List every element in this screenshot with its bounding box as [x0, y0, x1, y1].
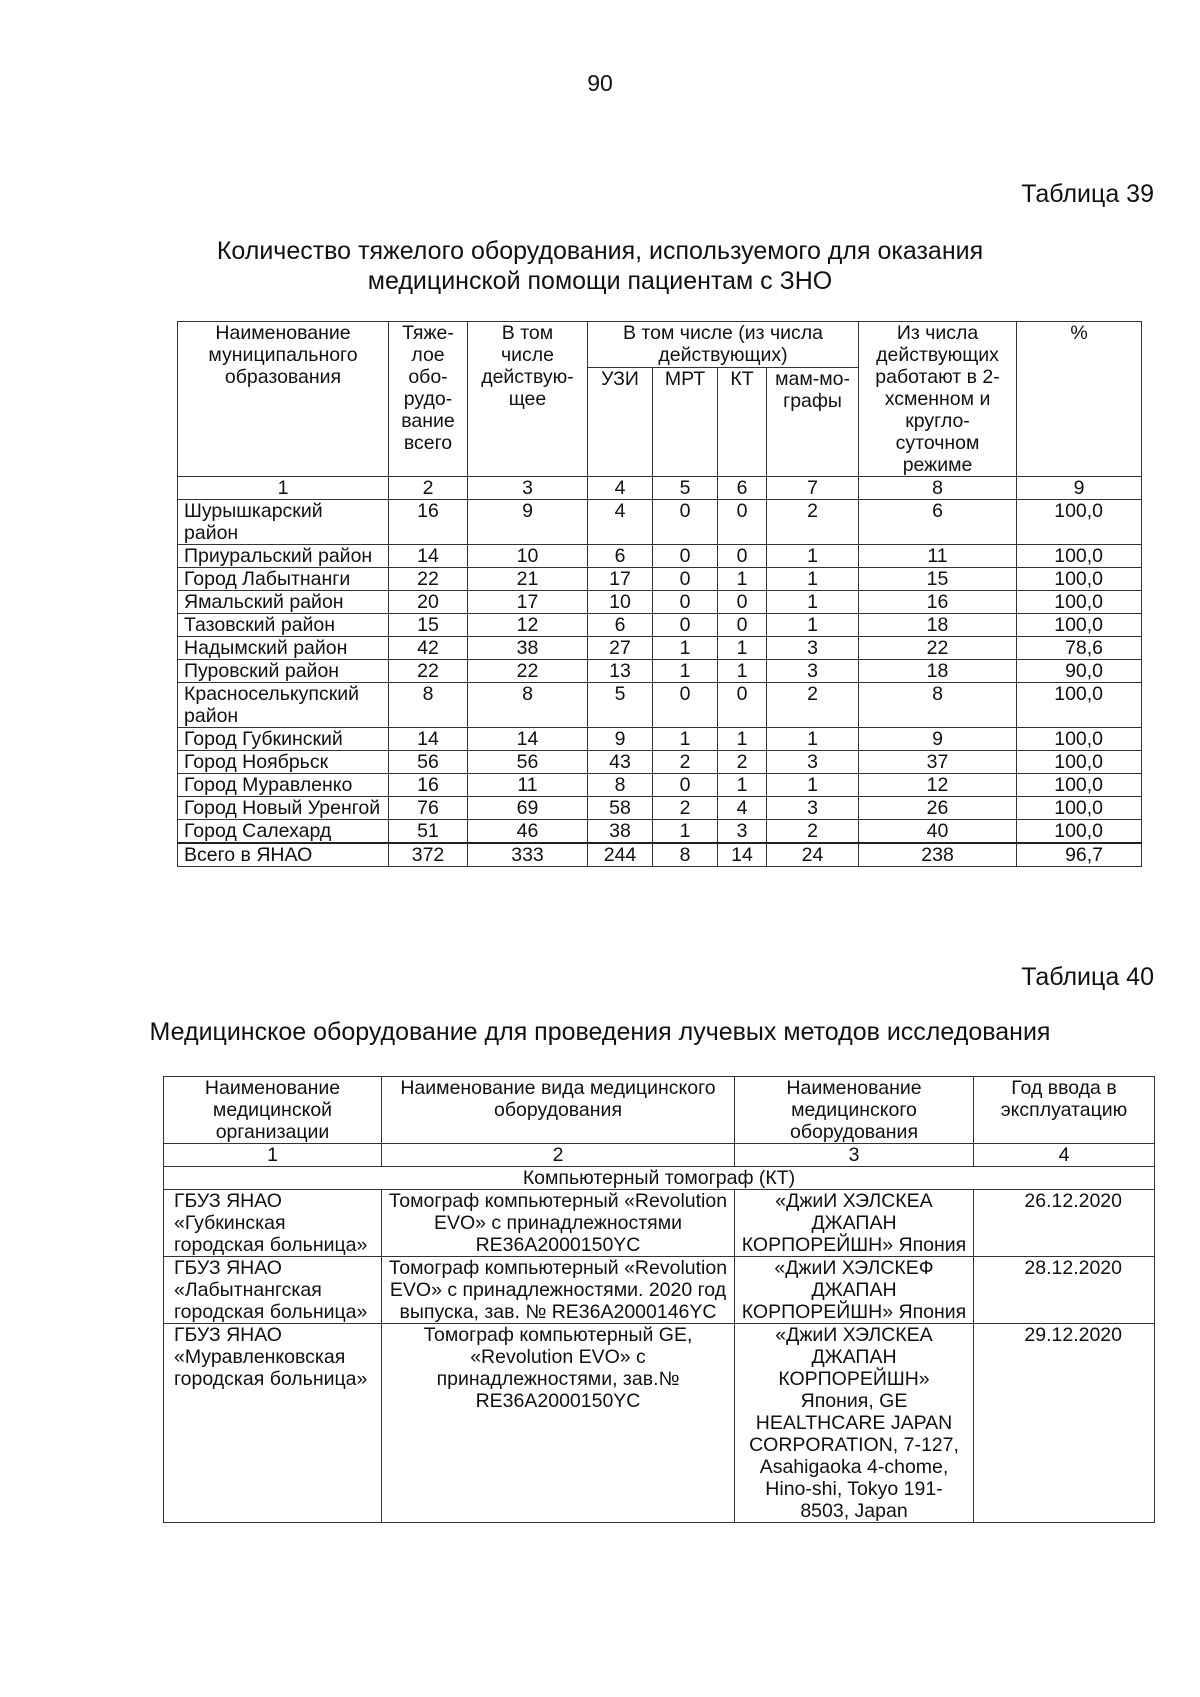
table-39	[177, 321, 1142, 867]
table-row	[164, 1324, 1155, 1523]
municipality-name-cell: Тазовский район	[178, 614, 389, 637]
municipality-name-cell: Город Лабытнанги	[178, 568, 389, 591]
column-number-cell: 6	[718, 477, 767, 500]
value-cell: 38	[588, 820, 653, 844]
table-row	[178, 568, 1142, 591]
equipment-name-cell: «ДжиИ ХЭЛСКЕА ДЖАПАН КОРПОРЕЙШН» Япония	[735, 1190, 974, 1257]
value-cell: 9	[859, 728, 1017, 751]
value-cell: 100,0	[1017, 568, 1142, 591]
value-cell: 96,7	[1017, 843, 1142, 867]
value-cell: 26	[859, 797, 1017, 820]
value-cell: 43	[588, 751, 653, 774]
value-cell: 100,0	[1017, 820, 1142, 844]
value-cell: 1	[653, 637, 718, 660]
value-cell: 244	[588, 843, 653, 867]
value-cell: 372	[389, 843, 468, 867]
value-cell: 40	[859, 820, 1017, 844]
value-cell: 3	[718, 820, 767, 844]
value-cell: 4	[588, 500, 653, 545]
value-cell: 6	[588, 614, 653, 637]
column-number-cell: 7	[767, 477, 859, 500]
column-number-cell: 3	[468, 477, 588, 500]
value-cell: 18	[859, 614, 1017, 637]
organization-cell: ГБУЗ ЯНАО «Губкинская городская больница»	[164, 1190, 382, 1257]
municipality-name-cell: Шурышкарский район	[178, 500, 389, 545]
section-title: Компьютерный томограф (КТ)	[164, 1167, 1155, 1190]
equipment-type-cell: Томограф компьютерный GE, «Revolution EVO» с принадлежностями, зав.№ RE36A2000150YC	[382, 1324, 735, 1523]
value-cell: 100,0	[1017, 751, 1142, 774]
header-operating: В том числе действую-щее	[468, 322, 588, 477]
table-39-caption: Таблица 39	[1021, 180, 1154, 208]
header-equipment-type: Наименование вида медицинского оборудования	[382, 1077, 735, 1144]
municipality-name-cell: Всего в ЯНАО	[178, 843, 389, 867]
value-cell: 3	[767, 797, 859, 820]
value-cell: 8	[468, 683, 588, 728]
value-cell: 0	[653, 545, 718, 568]
column-number-cell: 8	[859, 477, 1017, 500]
value-cell: 10	[468, 545, 588, 568]
municipality-name-cell: Пуровский район	[178, 660, 389, 683]
value-cell: 14	[389, 545, 468, 568]
value-cell: 8	[859, 683, 1017, 728]
table-40-caption: Таблица 40	[1021, 963, 1154, 991]
table-row	[178, 774, 1142, 797]
value-cell: 100,0	[1017, 797, 1142, 820]
header-kt: КТ	[718, 368, 767, 477]
header-equipment-name: Наименование медицинского оборудования	[735, 1077, 974, 1144]
table-39-title-line-1: Количество тяжелого оборудования, используемого для оказания	[216, 237, 984, 265]
value-cell: 13	[588, 660, 653, 683]
value-cell: 3	[767, 637, 859, 660]
municipality-name-cell: Ямальский район	[178, 591, 389, 614]
header-equipment-total: Тяже-лое обо-рудо-вание всего	[389, 322, 468, 477]
column-number-cell: 9	[1017, 477, 1142, 500]
municipality-name-cell: Город Губкинский	[178, 728, 389, 751]
value-cell: 14	[468, 728, 588, 751]
value-cell: 0	[718, 545, 767, 568]
value-cell: 9	[468, 500, 588, 545]
value-cell: 2	[653, 797, 718, 820]
municipality-name-cell: Город Муравленко	[178, 774, 389, 797]
total-row	[178, 843, 1142, 867]
column-number-cell: 4	[974, 1144, 1155, 1167]
value-cell: 4	[718, 797, 767, 820]
column-number-cell: 3	[735, 1144, 974, 1167]
column-number-cell: 1	[178, 477, 389, 500]
page-number: 90	[587, 70, 613, 96]
value-cell: 69	[468, 797, 588, 820]
header-mrt: МРТ	[653, 368, 718, 477]
equipment-type-cell: Томограф компьютерный «Revolution EVO» с принадлежностями RE36A2000150YC	[382, 1190, 735, 1257]
section-row	[164, 1167, 1155, 1190]
value-cell: 37	[859, 751, 1017, 774]
value-cell: 2	[718, 751, 767, 774]
value-cell: 238	[859, 843, 1017, 867]
value-cell: 100,0	[1017, 774, 1142, 797]
value-cell: 1	[653, 660, 718, 683]
value-cell: 1	[718, 660, 767, 683]
value-cell: 100,0	[1017, 500, 1142, 545]
table-40	[163, 1076, 1155, 1523]
value-cell: 76	[389, 797, 468, 820]
column-number-cell: 5	[653, 477, 718, 500]
value-cell: 15	[389, 614, 468, 637]
value-cell: 2	[767, 500, 859, 545]
value-cell: 12	[859, 774, 1017, 797]
value-cell: 22	[468, 660, 588, 683]
value-cell: 15	[859, 568, 1017, 591]
value-cell: 8	[653, 843, 718, 867]
value-cell: 100,0	[1017, 728, 1142, 751]
value-cell: 100,0	[1017, 591, 1142, 614]
municipality-name-cell: Красноселькупский район	[178, 683, 389, 728]
value-cell: 21	[468, 568, 588, 591]
value-cell: 0	[653, 591, 718, 614]
value-cell: 6	[859, 500, 1017, 545]
table-row	[178, 660, 1142, 683]
value-cell: 1	[767, 614, 859, 637]
header-commissioning-year: Год ввода в эксплуатацию	[974, 1077, 1155, 1144]
value-cell: 0	[718, 683, 767, 728]
value-cell: 3	[767, 751, 859, 774]
table-39-title-line-2: медицинской помощи пациентам с ЗНО	[367, 267, 833, 295]
value-cell: 17	[468, 591, 588, 614]
value-cell: 0	[718, 500, 767, 545]
header-mammographs: мам-мо-графы	[767, 368, 859, 477]
header-uzi: УЗИ	[588, 368, 653, 477]
value-cell: 1	[767, 774, 859, 797]
value-cell: 1	[718, 568, 767, 591]
table-40-title: Медицинское оборудование для проведения лучевых методов исследования	[149, 1018, 1051, 1046]
value-cell: 0	[718, 614, 767, 637]
value-cell: 0	[718, 591, 767, 614]
commissioning-date-cell: 26.12.2020	[974, 1190, 1155, 1257]
value-cell: 2	[767, 820, 859, 844]
municipality-name-cell: Город Новый Уренгой	[178, 797, 389, 820]
value-cell: 90,0	[1017, 660, 1142, 683]
value-cell: 100,0	[1017, 545, 1142, 568]
table-row	[164, 1190, 1155, 1257]
table-row	[178, 728, 1142, 751]
table-row	[178, 637, 1142, 660]
value-cell: 78,6	[1017, 637, 1142, 660]
header-shift-mode: Из числа действующих работают в 2-хсменном и кругло-суточном режиме	[859, 322, 1017, 477]
value-cell: 22	[389, 568, 468, 591]
value-cell: 42	[389, 637, 468, 660]
value-cell: 14	[718, 843, 767, 867]
value-cell: 11	[859, 545, 1017, 568]
municipality-name-cell: Надымский район	[178, 637, 389, 660]
header-organization: Наименование медицинской организации	[164, 1077, 382, 1144]
column-number-cell: 4	[588, 477, 653, 500]
value-cell: 1	[718, 637, 767, 660]
value-cell: 16	[389, 774, 468, 797]
value-cell: 0	[653, 614, 718, 637]
value-cell: 22	[859, 637, 1017, 660]
value-cell: 16	[859, 591, 1017, 614]
value-cell: 0	[653, 774, 718, 797]
table-row	[164, 1257, 1155, 1324]
equipment-name-cell: «ДжиИ ХЭЛСКЕА ДЖАПАН КОРПОРЕЙШН» Япония, GE HEALTHCARE JAPAN CORPORATION, 7-127, Asahigaoka 4-chome, Hino-shi, Tokyo 191-8503, Japan	[735, 1324, 974, 1523]
column-number-cell: 2	[382, 1144, 735, 1167]
value-cell: 0	[653, 683, 718, 728]
commissioning-date-cell: 28.12.2020	[974, 1257, 1155, 1324]
value-cell: 6	[588, 545, 653, 568]
value-cell: 5	[588, 683, 653, 728]
value-cell: 46	[468, 820, 588, 844]
header-group-including: В том числе (из числа действующих)	[588, 322, 859, 368]
value-cell: 24	[767, 843, 859, 867]
value-cell: 1	[767, 545, 859, 568]
table-row	[178, 545, 1142, 568]
value-cell: 1	[718, 774, 767, 797]
municipality-name-cell: Приуральский район	[178, 545, 389, 568]
value-cell: 18	[859, 660, 1017, 683]
equipment-type-cell: Томограф компьютерный «Revolution EVO» с принадлежностями. 2020 год выпуска, зав. № RE36A2000146YC	[382, 1257, 735, 1324]
table-row	[178, 683, 1142, 728]
header-percent: %	[1017, 322, 1142, 477]
table-row	[178, 500, 1142, 545]
value-cell: 1	[767, 591, 859, 614]
header-municipality: Наименование муниципального образования	[178, 322, 389, 477]
table-row	[178, 751, 1142, 774]
value-cell: 3	[767, 660, 859, 683]
value-cell: 8	[389, 683, 468, 728]
value-cell: 11	[468, 774, 588, 797]
organization-cell: ГБУЗ ЯНАО «Муравленковская городская больница»	[164, 1324, 382, 1523]
municipality-name-cell: Город Ноябрьск	[178, 751, 389, 774]
value-cell: 9	[588, 728, 653, 751]
value-cell: 51	[389, 820, 468, 844]
municipality-name-cell: Город Салехард	[178, 820, 389, 844]
value-cell: 10	[588, 591, 653, 614]
value-cell: 56	[468, 751, 588, 774]
table-row	[178, 797, 1142, 820]
value-cell: 333	[468, 843, 588, 867]
value-cell: 20	[389, 591, 468, 614]
table-row	[178, 820, 1142, 844]
value-cell: 1	[653, 820, 718, 844]
commissioning-date-cell: 29.12.2020	[974, 1324, 1155, 1523]
value-cell: 56	[389, 751, 468, 774]
column-number-row	[178, 477, 1142, 500]
value-cell: 0	[653, 500, 718, 545]
value-cell: 38	[468, 637, 588, 660]
value-cell: 1	[767, 728, 859, 751]
value-cell: 27	[588, 637, 653, 660]
value-cell: 2	[767, 683, 859, 728]
organization-cell: ГБУЗ ЯНАО «Лабытнангская городская больница»	[164, 1257, 382, 1324]
table-39-title	[0, 236, 1200, 296]
value-cell: 8	[588, 774, 653, 797]
value-cell: 58	[588, 797, 653, 820]
equipment-name-cell: «ДжиИ ХЭЛСКЕФ ДЖАПАН КОРПОРЕЙШН» Япония	[735, 1257, 974, 1324]
value-cell: 16	[389, 500, 468, 545]
column-number-row	[164, 1144, 1155, 1167]
value-cell: 14	[389, 728, 468, 751]
table-row	[178, 591, 1142, 614]
value-cell: 1	[653, 728, 718, 751]
column-number-cell: 2	[389, 477, 468, 500]
value-cell: 100,0	[1017, 683, 1142, 728]
value-cell: 1	[767, 568, 859, 591]
value-cell: 100,0	[1017, 614, 1142, 637]
value-cell: 17	[588, 568, 653, 591]
value-cell: 2	[653, 751, 718, 774]
value-cell: 22	[389, 660, 468, 683]
value-cell: 0	[653, 568, 718, 591]
value-cell: 12	[468, 614, 588, 637]
table-row	[178, 614, 1142, 637]
value-cell: 1	[718, 728, 767, 751]
column-number-cell: 1	[164, 1144, 382, 1167]
